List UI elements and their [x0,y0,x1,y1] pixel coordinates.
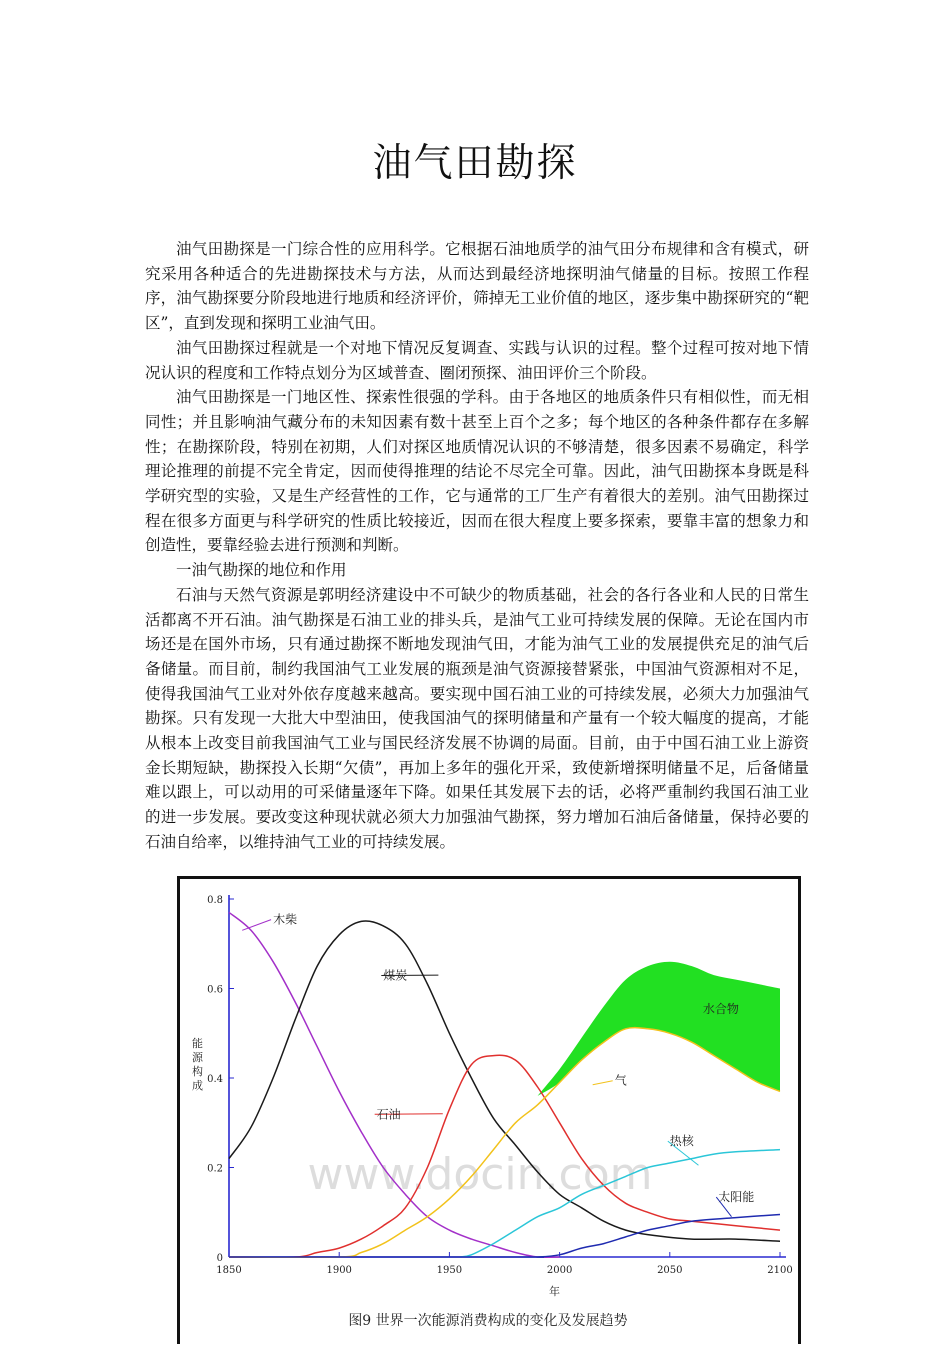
x-tick-label: 1900 [326,1265,351,1276]
series-label: 木柴 [273,912,297,927]
series-line-3 [229,1028,780,1258]
x-tick-label: 2100 [767,1265,792,1276]
series-label: 热核 [670,1133,695,1148]
series-label-leader [593,1081,613,1085]
watermark: www.docin.com [307,1149,652,1200]
section-paragraph: 石油与天然气资源是郭明经济建设中不可缺少的物质基础，社会的各行各业和人民的日常生活都离不开石油。油气勘探是石油工业的排头兵，是油气工业可持续发展的保障。无论在国内市场还是在国外市场，只有通过勘探不断地发现油气田，才能为油气工业的发展提供充足的油气后备储量。而目前，制约我国油气工业发展的瓶颈是油气资源接替紧张，中国油气资源相对不足，使得我国油气工业对外依存度越来越高。要实现中国石油工业的可持续发展，必须大力加强油气勘探。只有发现一大批大中型油田，使我国油气的探明储量和产量有一个较大幅度的提高，才能从根本上改变目前我国油气工业与国民经济发展不协调的局面。目前，由于中国石油工业上游资金长期短缺，勘探投入长期“欠债”，再加上多年的强化开采，致使新增探明储量不足，后备储量难以跟上，可以动用的可采储量逐年下降。如果任其发展下去的话，必将严重制约我国石油工业的进一步发展。要改变这种现状就必须大力加强油气勘探，努力增加石油后备储量，保持必要的石油自给率，以维持油气工业的可持续发展。 [145,583,809,855]
series-label: 气 [615,1073,627,1088]
chart-marks [229,912,780,1257]
section-heading: 一油气勘探的地位和作用 [145,558,809,583]
series-label: 石油 [377,1106,401,1121]
paragraph-2: 油气田勘探过程就是一个对地下情况反复调查、实践与认识的过程。整个过程可按对地下情况认识的程度和工作特点划分为区域普查、圈闭预探、油田评价三个阶段。 [145,336,809,385]
paragraph-1: 油气田勘探是一门综合性的应用科学。它根据石油地质学的油气田分布规律和含有模式，研究采用各种适合的先进勘探技术与方法，从而达到最经济地探明油气储量的目标。按照工作程序，油气勘探要分阶段地进行地质和经济评价，筛掉无工业价值的地区，逐步集中勘探研究的“靶区”，直到发现和探明工业油气田。 [145,237,809,336]
y-tick-label: 0 [217,1253,223,1264]
series-label: 煤炭 [383,968,407,983]
y-axis-title: 能源构成 [192,1036,204,1092]
x-tick-label: 1950 [437,1265,462,1276]
series-line-0 [229,912,560,1257]
figure-frame [177,876,801,1344]
y-tick-label: 0.2 [207,1164,223,1175]
y-tick-label: 0.6 [207,985,223,996]
x-tick-label: 2000 [547,1265,572,1276]
x-tick-label: 2050 [657,1265,682,1276]
y-tick-label: 0.8 [207,895,223,906]
paragraph-3: 油气田勘探是一门地区性、探索性很强的学科。由于各地区的地质条件只有相似性，而无相同性；并且影响油气藏分布的未知因素有数十甚至上百个之多；每个地区的各种条件都存在多解性；在勘探阶段，特别在初期，人们对探区地质情况认识的不够清楚，很多因素不易确定，科学理论推理的前提不完全肯定，因而使得推理的结论不尽完全可靠。因此，油气田勘探本身既是科学研究型的实验，又是生产经营性的工作，它与通常的工厂生产有着很大的差别。油气田勘探过程在很多方面更与科学研究的性质比较接近，因而在很大程度上要多探索，要靠丰富的想象力和创造性，要靠经验去进行预测和判断。 [145,385,809,558]
x-tick-label: 1850 [216,1265,241,1276]
page-title: 油气田勘探 [0,132,950,188]
document-body [145,237,809,855]
x-axis-title: 年 [549,1284,560,1298]
series-line-5 [229,1215,780,1258]
figure-caption: 图9 世界一次能源消费构成的变化及发展趋势 [348,1312,627,1329]
band-label: 水合物 [703,1001,739,1016]
series-label: 太阳能 [718,1189,754,1204]
energy-composition-chart [180,879,798,1344]
y-tick-label: 0.4 [207,1074,223,1085]
band-area-hydrate [538,962,780,1096]
chart-axes [192,895,793,1298]
